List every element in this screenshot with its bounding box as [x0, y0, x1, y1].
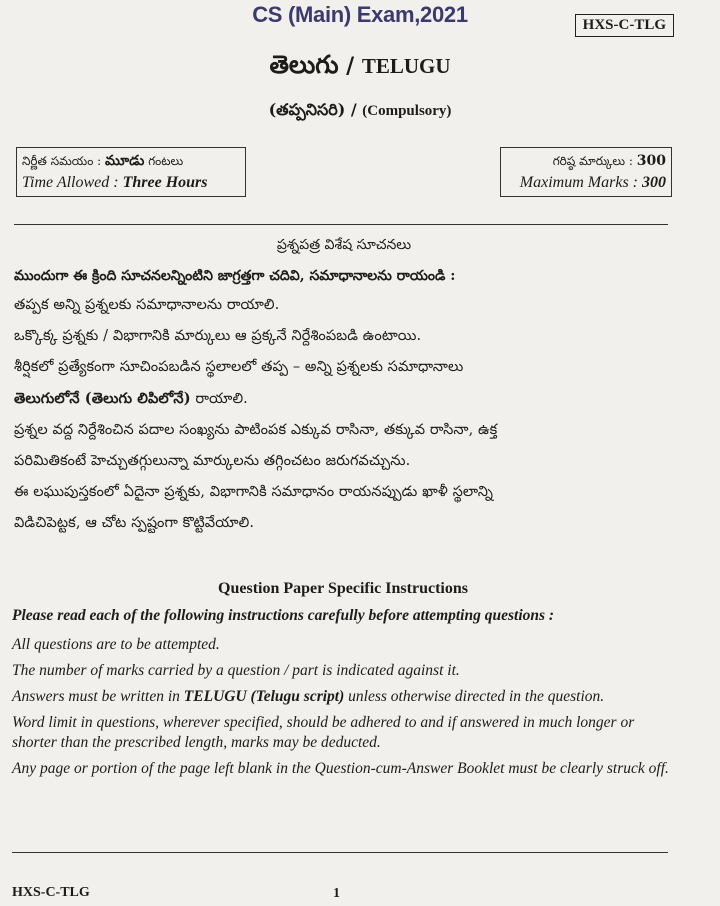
compulsory-telugu: (తప్పనిసరి) — [268, 100, 346, 119]
telugu-instruction-2: ఒక్కొక్క ప్రశ్నకు / విభాగానికి మార్కులు ఆ ప్రక్కనే నిర్దేశింపబడి ఉంటాయి. — [14, 328, 422, 344]
subject-english: TELUGU — [361, 54, 451, 78]
telugu-instruction-3b: తెలుగులోనే (తెలుగు లిపిలోనే) రాయాలి. — [14, 390, 248, 407]
footer-divider — [12, 852, 668, 853]
subject-separator: / — [338, 53, 362, 79]
header-divider — [14, 224, 668, 225]
paper-code-box: HXS-C-TLG — [575, 14, 674, 37]
english-instruction-1: All questions are to be attempted. — [12, 636, 220, 653]
english-instruction-3: Answers must be written in TELUGU (Telugu script) unless otherwise directed in the question. — [12, 688, 605, 705]
footer-paper-code: HXS-C-TLG — [12, 885, 90, 900]
maximum-marks-telugu: గరిష్ఠ మార్కులు : 300 — [552, 153, 666, 169]
telugu-instruction-3a: శీర్షికలో ప్రత్యేకంగా సూచింపబడిన స్థలాలలో తప్ప – అన్ని ప్రశ్నలకు సమాధానాలు — [14, 359, 464, 375]
compulsory-label — [0, 100, 720, 123]
time-allowed-english: Time Allowed : Three Hours — [22, 174, 208, 191]
telugu-instruction-5a: ఈ లఘుపుస్తకంలో ఏదైనా ప్రశ్నకు, విభాగానికి సమాధానం రాయనప్పుడు ఖాళీ స్థలాన్ని — [14, 484, 493, 500]
exam-title: CS (Main) Exam,2021 — [252, 2, 468, 27]
english-instruction-5: Any page or portion of the page left blank in the Question-cum-Answer Booklet must be clearly struck off. — [12, 760, 669, 777]
subject-telugu: తెలుగు — [269, 50, 339, 79]
telugu-instructions-lead: ముందుగా ఈ క్రింది సూచనలన్నింటిని జాగ్రత్తగా చదివి, సమాధానాలను రాయండి : — [14, 268, 456, 284]
subject-title — [0, 50, 720, 86]
telugu-instruction-4b: పరిమితికంటే హెచ్చుతగ్గులున్నా మార్కులను తగ్గించటం జరుగవచ్చును. — [14, 453, 411, 469]
english-instructions-lead: Please read each of the following instructions carefully before attempting questions : — [12, 607, 555, 624]
time-allowed-box — [16, 147, 246, 197]
english-instruction-2: The number of marks carried by a question / part is indicated against it. — [12, 662, 460, 679]
telugu-instruction-1: తప్పక అన్ని ప్రశ్నలకు సమాధానాలను రాయాలి. — [14, 297, 280, 313]
time-allowed-telugu: నిర్ణీత సమయం : మూడు గంటలు — [22, 153, 184, 169]
english-instruction-4: Word limit in questions, wherever specified, should be adhered to and if answered in much longer or shorter than the prescribed length, marks may be deducted. — [12, 714, 635, 751]
english-instructions-heading: Question Paper Specific Instructions — [218, 580, 468, 597]
compulsory-separator: / — [345, 100, 363, 119]
compulsory-english: (Compulsory) — [362, 103, 452, 119]
maximum-marks-box — [500, 147, 672, 197]
english-instructions — [12, 606, 672, 785]
telugu-instruction-4a: ప్రశ్నల వద్ద నిర్దేశించిన పదాల సంఖ్యను పాటింపక ఎక్కువ రాసినా, తక్కువ రాసినా, ఉక్త — [14, 422, 498, 438]
telugu-instructions-heading: ప్రశ్నపత్ర విశేష సూచనలు — [276, 237, 412, 253]
maximum-marks-english: Maximum Marks : 300 — [519, 174, 666, 191]
page-number: 1 — [333, 886, 340, 901]
telugu-instruction-5b: విడిచిపెట్టక, ఆ చోట స్పష్టంగా కొట్టివేయాలి. — [14, 515, 255, 531]
telugu-instructions — [14, 232, 674, 539]
